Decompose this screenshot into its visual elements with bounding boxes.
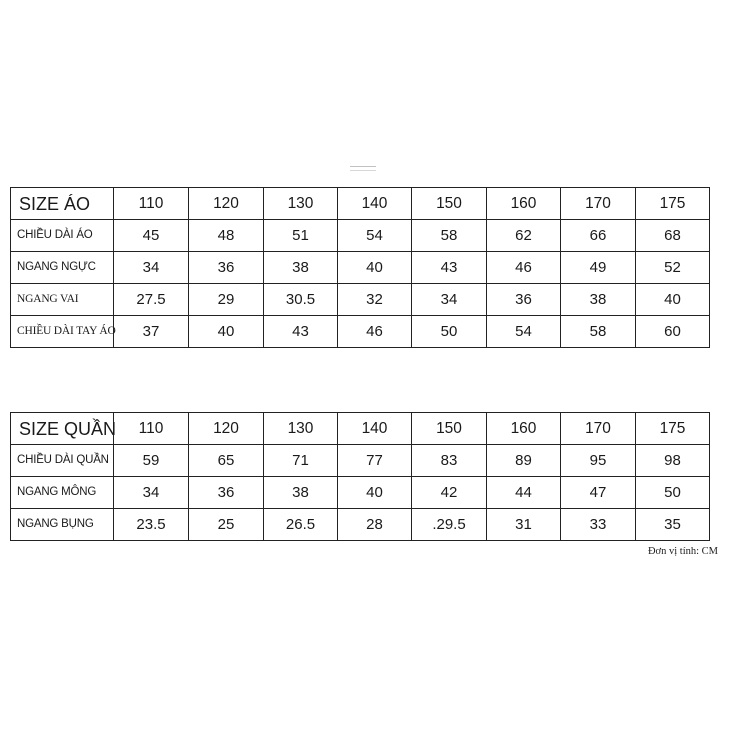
table-header-row [11, 188, 710, 220]
size-header-cell: 150 [412, 413, 487, 445]
measurement-value: 98 [636, 445, 710, 477]
measurement-value: 54 [338, 220, 412, 252]
table-row [11, 316, 710, 348]
size-header-cell: 170 [561, 413, 636, 445]
measurement-value: 68 [636, 220, 710, 252]
table-row [11, 220, 710, 252]
measurement-value: 47 [561, 477, 636, 509]
measurement-value: 89 [487, 445, 561, 477]
measurement-value: 51 [264, 220, 338, 252]
measurement-label: CHIỀU DÀI QUẦN [11, 445, 114, 477]
measurement-value: 37 [114, 316, 189, 348]
measurement-label: NGANG NGỰC [11, 252, 114, 284]
size-header-cell: 170 [561, 188, 636, 220]
measurement-value: 50 [412, 316, 487, 348]
measurement-value: 49 [561, 252, 636, 284]
size-header-cell: 130 [264, 188, 338, 220]
measurement-value: 45 [114, 220, 189, 252]
measurement-value: 40 [338, 252, 412, 284]
measurement-value: 62 [487, 220, 561, 252]
pants-table-body [11, 413, 710, 541]
measurement-value: 46 [487, 252, 561, 284]
table-row [11, 284, 710, 316]
measurement-value: 27.5 [114, 284, 189, 316]
unit-note: Đơn vị tính: CM [647, 546, 718, 557]
measurement-value: 30.5 [264, 284, 338, 316]
measurement-value: 46 [338, 316, 412, 348]
size-header-cell: 150 [412, 188, 487, 220]
measurement-label: NGANG MÔNG [11, 477, 114, 509]
measurement-value: 60 [636, 316, 710, 348]
measurement-value: 38 [561, 284, 636, 316]
measurement-value: 38 [264, 477, 338, 509]
size-header-cell: 130 [264, 413, 338, 445]
measurement-value: 54 [487, 316, 561, 348]
measurement-value: 28 [338, 509, 412, 541]
measurement-value: 36 [487, 284, 561, 316]
table-row [11, 477, 710, 509]
measurement-value: 36 [189, 252, 264, 284]
measurement-value: 58 [561, 316, 636, 348]
measurement-value: 43 [264, 316, 338, 348]
measurement-value: 38 [264, 252, 338, 284]
measurement-value: 59 [114, 445, 189, 477]
measurement-value: 58 [412, 220, 487, 252]
measurement-value: 31 [487, 509, 561, 541]
size-header-cell: 140 [338, 188, 412, 220]
shirt-size-table [10, 187, 710, 348]
measurement-value: 50 [636, 477, 710, 509]
measurement-value: 34 [114, 477, 189, 509]
size-header-cell: 160 [487, 413, 561, 445]
size-header-cell: 175 [636, 188, 710, 220]
measurement-value: 32 [338, 284, 412, 316]
pants-size-table [10, 412, 710, 541]
measurement-value: 48 [189, 220, 264, 252]
table-title-cell: SIZE QUẦN [11, 413, 114, 445]
size-header-cell: 110 [114, 188, 189, 220]
measurement-value: 33 [561, 509, 636, 541]
table-row [11, 445, 710, 477]
measurement-label: NGANG BỤNG [11, 509, 114, 541]
measurement-value: 26.5 [264, 509, 338, 541]
table-row [11, 509, 710, 541]
measurement-value: 29 [189, 284, 264, 316]
measurement-value: 35 [636, 509, 710, 541]
measurement-value: 40 [338, 477, 412, 509]
table-row [11, 252, 710, 284]
measurement-value: 65 [189, 445, 264, 477]
measurement-value: 36 [189, 477, 264, 509]
stray-mark [350, 166, 376, 171]
measurement-value: 23.5 [114, 509, 189, 541]
measurement-value: 43 [412, 252, 487, 284]
measurement-value: 95 [561, 445, 636, 477]
measurement-label: CHIỀU DÀI TAY ÁO [11, 316, 114, 348]
measurement-value: 25 [189, 509, 264, 541]
measurement-value: 83 [412, 445, 487, 477]
measurement-value: 77 [338, 445, 412, 477]
measurement-value: 71 [264, 445, 338, 477]
measurement-value: 40 [189, 316, 264, 348]
measurement-value: 42 [412, 477, 487, 509]
measurement-label: NGANG VAI [11, 284, 114, 316]
shirt-table-body [11, 188, 710, 348]
table-title-cell: SIZE ÁO [11, 188, 114, 220]
size-header-cell: 160 [487, 188, 561, 220]
table-header-row [11, 413, 710, 445]
measurement-value: 66 [561, 220, 636, 252]
size-header-cell: 120 [189, 413, 264, 445]
measurement-value: .29.5 [412, 509, 487, 541]
size-header-cell: 175 [636, 413, 710, 445]
measurement-value: 40 [636, 284, 710, 316]
measurement-value: 34 [114, 252, 189, 284]
size-header-cell: 120 [189, 188, 264, 220]
measurement-value: 44 [487, 477, 561, 509]
size-header-cell: 110 [114, 413, 189, 445]
size-header-cell: 140 [338, 413, 412, 445]
measurement-value: 34 [412, 284, 487, 316]
measurement-value: 52 [636, 252, 710, 284]
measurement-label: CHIỀU DÀI ÁO [11, 220, 114, 252]
